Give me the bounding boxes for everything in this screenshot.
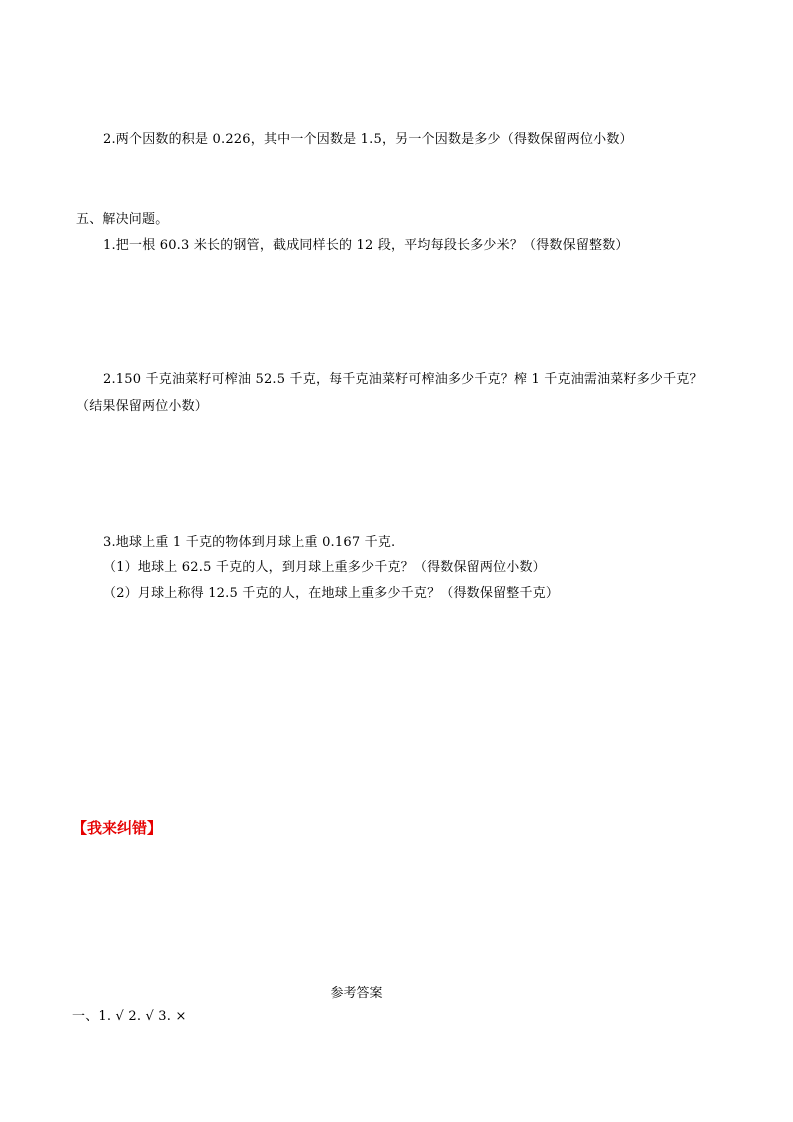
- answers-title: 参考答案: [330, 986, 383, 1001]
- section5-question-3-sub2: （2）月球上称得 12.5 千克的人，在地球上重多少千克？（得数保留整千克）: [103, 586, 560, 601]
- section5-question-3-sub1: （1）地球上 62.5 千克的人，到月球上重多少千克？（得数保留两位小数）: [103, 560, 546, 575]
- section5-heading: 五、解决问题。: [76, 212, 169, 227]
- section5-question-1: 1.把一根 60.3 米长的钢管，截成同样长的 12 段，平均每段长多少米？（得数保留整数）: [103, 238, 629, 253]
- section5-question-3-intro: 3.地球上重 1 千克的物体到月球上重 0.167 千克.: [103, 535, 396, 550]
- correction-heading: 【我来纠错】: [72, 819, 163, 837]
- section4-question-2: 2.两个因数的积是 0.226，其中一个因数是 1.5，另一个因数是多少（得数保留两位小数）: [103, 132, 633, 147]
- answers-line-1: 一、1. √ 2. √ 3. ×: [72, 1009, 187, 1024]
- section5-question-2-line2: （结果保留两位小数）: [76, 399, 209, 414]
- section5-question-2-line1: 2.150 千克油菜籽可榨油 52.5 千克，每千克油菜籽可榨油多少千克？榨 1 千克油需油菜籽多少千克？: [103, 372, 703, 387]
